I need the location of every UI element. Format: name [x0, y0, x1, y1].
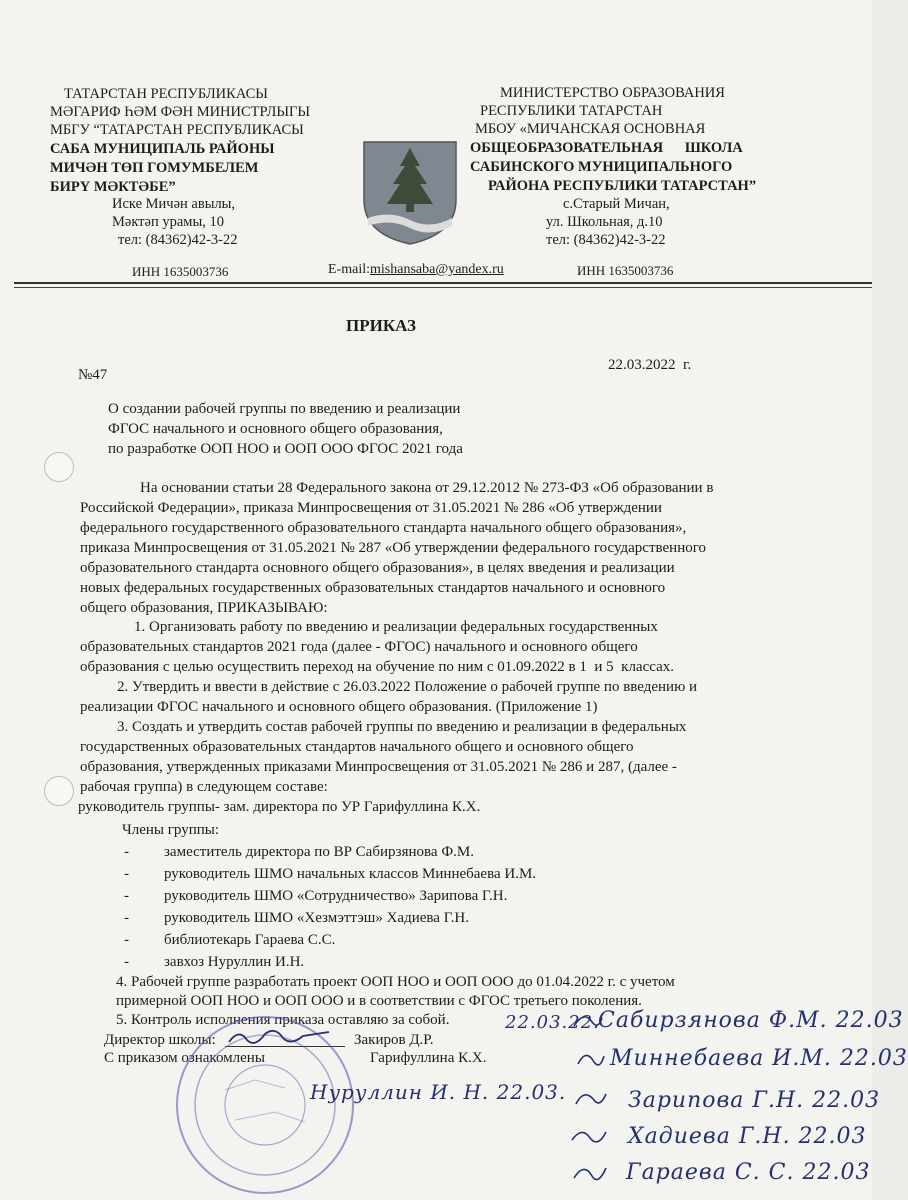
header-left-line-1: ТАТАРСТАН РЕСПУБЛИКАСЫ: [64, 86, 268, 102]
member-3: руководитель ШМО «Сотрудничество» Зарипова Г.Н.: [164, 888, 508, 904]
email-label: E-mail:: [328, 262, 370, 277]
inn-left: ИНН 1635003736: [132, 264, 229, 279]
member-dash: -: [124, 910, 129, 926]
header-right-line-7: с.Старый Мичан,: [563, 196, 670, 212]
header-divider-thin: [14, 287, 872, 288]
member-2: руководитель ШМО начальных классов Миннебаева И.М.: [164, 866, 537, 882]
header-left-line-6: БИРҮ МӘКТӘБЕ”: [50, 179, 176, 195]
order-number: №47: [78, 367, 108, 383]
body-line-12: реализации ФГОС начального и основного общего образования. (Приложение 1): [80, 699, 598, 715]
director-signature: [225, 1024, 335, 1050]
body-line-5: образовательного стандарта основного общего образования», в целях введения и реализации: [80, 560, 675, 576]
acquainted-name: Гарифуллина К.Х.: [370, 1050, 487, 1066]
body-line-8: 1. Организовать работу по введению и реализации федеральных государственных: [134, 619, 658, 635]
body-line-16: рабочая группа) в следующем составе:: [80, 779, 328, 795]
handwritten-sign-3: Зарипова Г.Н. 22.03: [628, 1088, 881, 1113]
director-name: Закиров Д.Р.: [354, 1032, 434, 1048]
header-divider-thick: [14, 282, 872, 284]
email-link[interactable]: mishansaba@yandex.ru: [370, 262, 504, 277]
subject-line-1: О создании рабочей группы по введению и реализации: [108, 401, 461, 417]
order-date: 22.03.2022 г.: [608, 357, 692, 373]
subject-line-3: по разработке ООП НОО и ООП ООО ФГОС 2021 года: [108, 441, 463, 457]
handwritten-sign-4: Хадиева Г.Н. 22.03: [628, 1124, 867, 1149]
handwritten-date: 22.03.22.: [505, 1012, 600, 1033]
member-dash: -: [124, 844, 129, 860]
header-right-line-3: МБОУ «МИЧАНСКАЯ ОСНОВНАЯ: [475, 121, 706, 137]
body-line-1: На основании статьи 28 Федерального закона от 29.12.2012 № 273-ФЗ «Об образовании в: [140, 480, 714, 496]
email-row: [328, 262, 504, 278]
header-right-line-1: МИНИСТЕРСТВО ОБРАЗОВАНИЯ: [500, 85, 725, 101]
header-right-line-6: РАЙОНА РЕСПУБЛИКИ ТАТАРСТАН”: [488, 178, 757, 194]
tail-line-2: примерной ООП НОО и ООП ООО и в соответствии с ФГОС третьего поколения.: [116, 993, 642, 1009]
header-left-line-3: МБГУ “ТАТАРСТАН РЕСПУБЛИКАСЫ: [50, 122, 304, 138]
header-right-line-8: ул. Школьная, д.10: [546, 214, 663, 230]
body-line-7: общего образования, ПРИКАЗЫВАЮ:: [80, 600, 328, 616]
header-right-line-2: РЕСПУБЛИКИ ТАТАРСТАН: [480, 103, 663, 119]
member-5: библиотекарь Гараева С.С.: [164, 932, 336, 948]
tail-line-1: 4. Рабочей группе разработать проект ООП НОО и ООП ООО до 01.04.2022 г. с учетом: [116, 974, 675, 990]
header-right-line-5: САБИНСКОГО МУНИЦИПАЛЬНОГО: [470, 159, 733, 175]
acquainted-label: С приказом ознакомлены: [104, 1050, 265, 1066]
header-right-line-4: ОБЩЕОБРАЗОВАТЕЛЬНАЯ ШКОЛА: [470, 140, 743, 156]
handwritten-sign-2: Миннебаева И.М. 22.03: [610, 1046, 908, 1071]
body-line-2: Российской Федерации», приказа Минпросвещения от 31.05.2021 № 286 «Об утверждении: [80, 500, 662, 516]
body-line-17: руководитель группы- зам. директора по УР Гарифуллина К.Х.: [78, 799, 481, 815]
school-emblem: [360, 140, 460, 246]
body-line-15: образования, утвержденных приказами Минпросвещения от 31.05.2021 № 286 и 287, (далее -: [80, 759, 677, 775]
header-left-line-8: Мәктәп урамы, 10: [112, 214, 224, 230]
body-line-6: новых федеральных государственных образовательных стандартов начального и основного: [80, 580, 666, 596]
member-dash: -: [124, 866, 129, 882]
member-dash: -: [124, 932, 129, 948]
header-right-line-9: тел: (84362)42-3-22: [546, 232, 666, 248]
header-left-line-4: САБА МУНИЦИПАЛЬ РАЙОНЫ: [50, 141, 275, 157]
header-left-line-2: МӘГАРИФ ҺӘМ ФӘН МИНИСТРЛЫГЫ: [50, 104, 311, 120]
body-line-11: 2. Утвердить и ввести в действие с 26.03.2022 Положение о рабочей группе по введению и: [117, 679, 698, 695]
tail-line-3: 5. Контроль исполнения приказа оставляю за собой.: [116, 1012, 450, 1028]
member-dash: -: [124, 954, 129, 970]
subject-line-2: ФГОС начального и основного общего образования,: [108, 421, 443, 437]
body-line-14: государственных образовательных стандартов начального общего и основного общего: [80, 739, 634, 755]
member-6: завхоз Нуруллин И.Н.: [164, 954, 305, 970]
handwritten-sign-5: Гараева С. С. 22.03: [626, 1160, 871, 1185]
body-line-10: образования с целью осуществить переход на обучение по ним с 01.09.2022 в 1 и 5 классах.: [80, 659, 674, 675]
header-left-line-7: Иске Мичән авылы,: [112, 196, 236, 212]
header-left-line-9: тел: (84362)42-3-22: [118, 232, 238, 248]
initials-scribbles: [568, 1008, 608, 1198]
punch-hole-bottom: [44, 776, 74, 806]
director-label: Директор школы:: [104, 1032, 216, 1048]
body-line-18: Члены группы:: [122, 822, 220, 838]
inn-right: ИНН 1635003736: [577, 263, 674, 278]
body-line-3: федерального государственного образовательного стандарта начального общего образования»,: [80, 520, 687, 536]
handwritten-sign-1: Сабирзянова Ф.М. 22.03: [598, 1008, 904, 1033]
body-line-13: 3. Создать и утвердить состав рабочей группы по введению и реализации в федеральных: [117, 719, 687, 735]
handwritten-sign-6: Нуруллин И. Н. 22.03.: [310, 1080, 567, 1104]
header-left-line-5: МИЧӘН ТӨП ГОМУМБЕЛЕМ: [50, 160, 259, 176]
member-dash: -: [124, 888, 129, 904]
member-4: руководитель ШМО «Хезмэттэш» Хадиева Г.Н.: [164, 910, 470, 926]
member-1: заместитель директора по ВР Сабирзянова Ф.М.: [164, 844, 475, 860]
body-line-9: образовательных стандартов 2021 года (далее - ФГОС) начального и основного общего: [80, 639, 638, 655]
body-line-4: приказа Минпросвещения от 31.05.2021 № 287 «Об утверждении федерального государственного: [80, 540, 706, 556]
order-title: ПРИКАЗ: [346, 316, 416, 335]
punch-hole-top: [44, 452, 74, 482]
